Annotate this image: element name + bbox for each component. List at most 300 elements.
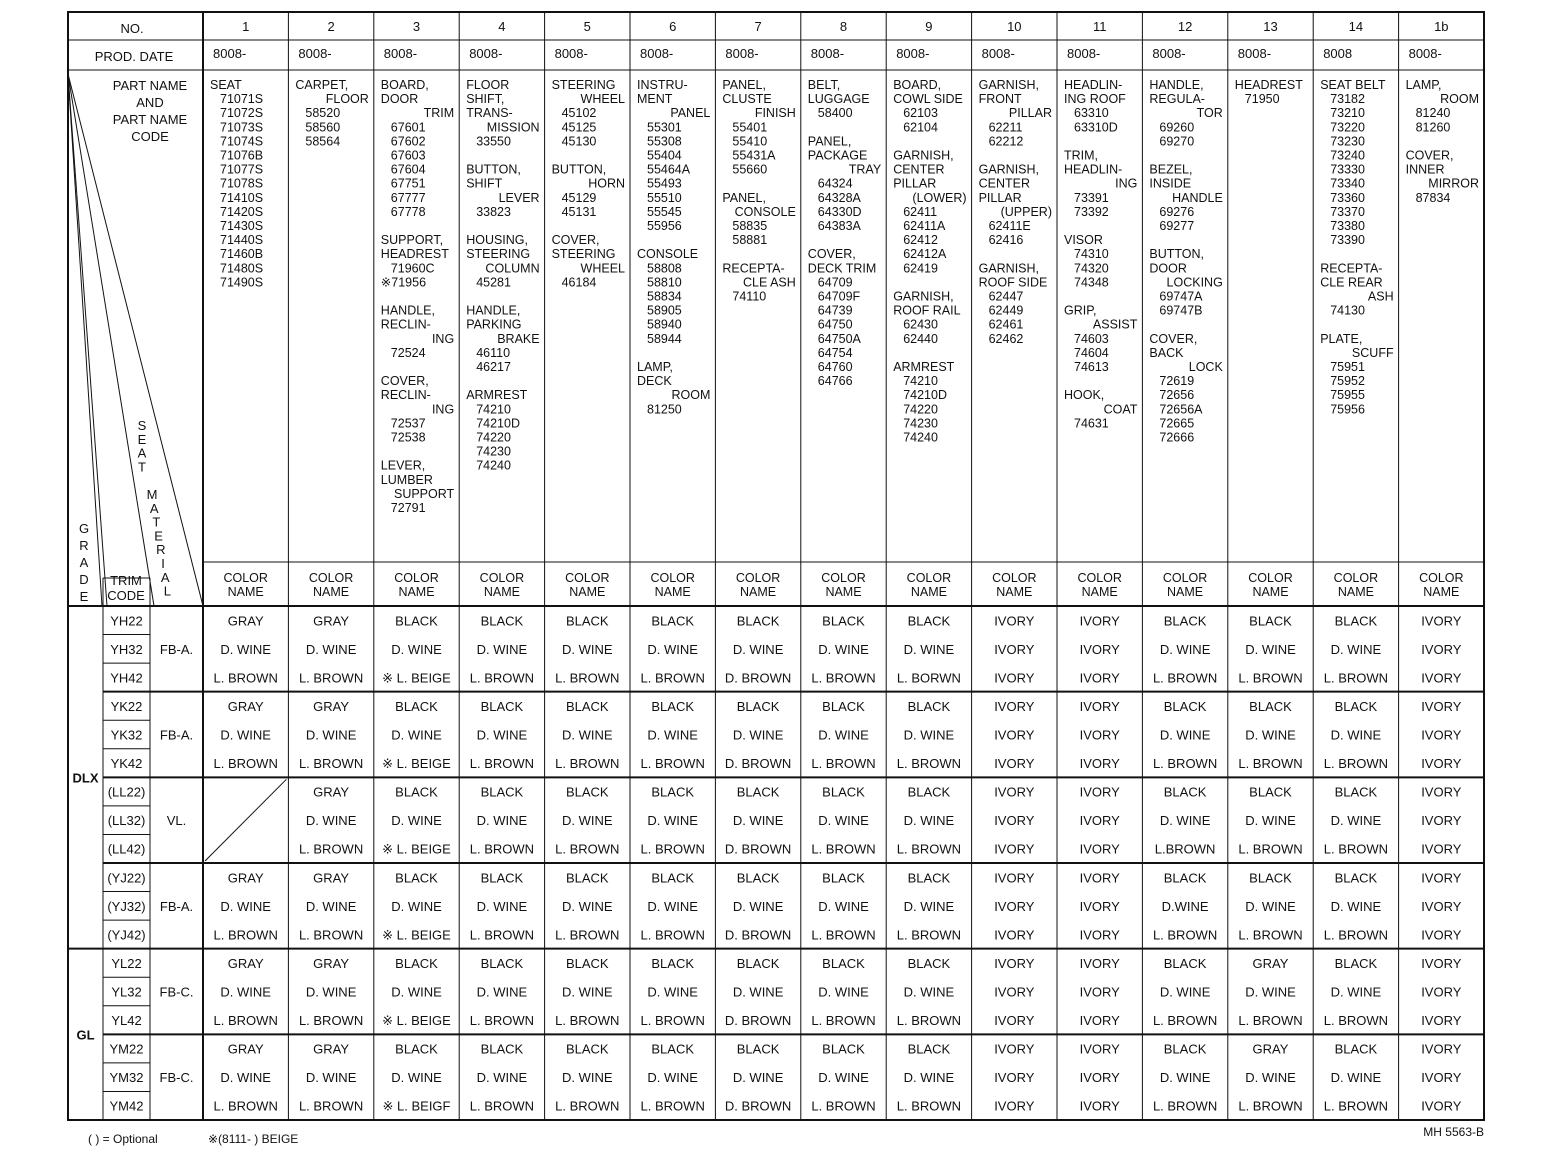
part-name-line: 73210 — [1330, 106, 1365, 121]
color-cell: D. WINE — [1330, 1070, 1382, 1086]
part-name-line: 55545 — [647, 204, 682, 219]
part-name-line: 45281 — [476, 275, 511, 290]
trim-code: YL42 — [111, 1013, 142, 1029]
color-cell: GRAY — [313, 784, 350, 800]
color-cell: L. BROWN — [213, 927, 278, 943]
color-cell: L. BROWN — [1323, 670, 1389, 686]
part-name-line: COLUMN — [485, 261, 540, 276]
part-name-line: LAMP, — [637, 360, 673, 374]
part-name-line: 69260 — [1159, 120, 1195, 135]
color-cell: IVORY — [994, 813, 1035, 829]
part-name-line: TRIM — [423, 106, 455, 121]
color-cell: IVORY — [994, 670, 1035, 686]
part-name-line: 58881 — [732, 233, 768, 248]
color-cell: L. BROWN — [896, 1098, 962, 1114]
trim-code: YK22 — [110, 698, 143, 714]
color-cell: BLACK — [1163, 955, 1207, 971]
part-name-line: 58940 — [647, 317, 682, 332]
color-name-label: NAME — [313, 585, 350, 599]
prod-date: 8008- — [1067, 46, 1101, 61]
part-name-line: 74210D — [903, 388, 947, 403]
prod-date: 8008- — [298, 46, 332, 61]
part-name-line: FRONT — [978, 92, 1022, 107]
trim-code: YH42 — [110, 670, 143, 686]
column-number: 6 — [669, 19, 677, 34]
part-name-line: 64709F — [817, 289, 861, 304]
color-cell: D. WINE — [562, 984, 613, 1000]
part-name-line: 73182 — [1330, 92, 1365, 107]
part-name-line: 74240 — [476, 458, 511, 473]
part-name-line: 71077S — [220, 162, 264, 177]
prod-date: 8008 — [1323, 46, 1353, 61]
part-name-line: ROOF SIDE — [978, 275, 1048, 290]
color-name-label: COLOR — [906, 571, 952, 585]
color-cell: D. WINE — [818, 1070, 869, 1086]
color-cell: D. WINE — [647, 813, 698, 829]
part-name-line: 73360 — [1330, 190, 1365, 205]
part-name-line: ASH — [1367, 289, 1394, 304]
color-cell: IVORY — [994, 613, 1035, 629]
part-name-line: 58944 — [647, 331, 682, 346]
color-cell: L. BROWN — [1323, 927, 1389, 943]
part-name-line: 74210 — [476, 402, 511, 417]
part-name-label: AND — [136, 95, 164, 110]
color-cell: D. WINE — [647, 641, 698, 657]
color-cell: BLACK — [907, 698, 951, 714]
color-cell: L. BROWN — [469, 1098, 535, 1114]
part-name-line: PANEL, — [722, 190, 766, 205]
part-name-line: 73330 — [1330, 162, 1365, 177]
color-cell: L. BROWN — [298, 841, 364, 857]
color-cell: D. WINE — [903, 984, 955, 1000]
part-name-line: 69277 — [1159, 219, 1195, 233]
part-name-line: 74230 — [476, 444, 511, 459]
color-name-label: NAME — [654, 585, 691, 599]
color-cell: BLACK — [1334, 698, 1378, 714]
part-name-line: COVER, — [1405, 148, 1454, 163]
part-name-line: CONSOLE — [734, 204, 796, 219]
color-cell: IVORY — [1421, 784, 1462, 800]
part-name-line: 81260 — [1415, 120, 1451, 135]
color-cell: L. BROWN — [640, 1013, 705, 1029]
color-cell: IVORY — [1079, 1070, 1120, 1086]
color-cell: IVORY — [1421, 613, 1462, 629]
color-cell: D. WINE — [818, 898, 869, 914]
color-cell: L. BROWN — [555, 841, 620, 857]
grade-label: A — [79, 555, 89, 570]
color-cell: IVORY — [1421, 1013, 1462, 1029]
color-cell: BLACK — [822, 698, 865, 714]
part-name-line: 74130 — [1330, 303, 1365, 318]
trim-code: YL22 — [111, 955, 142, 971]
color-cell: D. WINE — [1245, 813, 1296, 829]
color-cell: IVORY — [1421, 870, 1462, 886]
part-name-line: STEERING — [551, 247, 616, 262]
color-cell: IVORY — [994, 1041, 1035, 1057]
part-name-line: 64330D — [817, 204, 862, 219]
color-cell: L. BROWN — [298, 756, 364, 772]
part-name-line: 58834 — [647, 289, 682, 304]
part-name-line: 75951 — [1330, 360, 1365, 374]
seat-material-label: T — [152, 514, 161, 530]
color-cell: L. BROWN — [640, 1098, 705, 1114]
color-cell: D. WINE — [1245, 898, 1296, 914]
color-cell: D. WINE — [903, 1070, 955, 1086]
color-cell: GRAY — [313, 955, 350, 971]
seat-material-label: M — [146, 487, 158, 502]
color-cell: BLACK — [907, 784, 951, 800]
part-name-line: 62103 — [903, 106, 938, 121]
part-name-line: GARNISH, — [978, 78, 1040, 92]
color-cell: D. WINE — [1330, 813, 1382, 829]
color-cell: BLACK — [822, 1041, 865, 1057]
part-name-line: 71072S — [220, 106, 264, 121]
prod-date: 8008- — [213, 46, 247, 61]
color-cell: BLACK — [565, 955, 609, 971]
color-cell: IVORY — [994, 955, 1035, 971]
color-cell: IVORY — [1079, 898, 1120, 914]
part-name-line: 64750 — [817, 317, 853, 332]
part-name-line: HEADLIN- — [1064, 78, 1123, 92]
color-cell: BLACK — [480, 698, 524, 714]
trim-code: YM32 — [109, 1070, 144, 1086]
color-name-label: COLOR — [565, 571, 610, 585]
color-cell: IVORY — [1079, 756, 1120, 772]
part-name-line: DOOR — [1149, 261, 1187, 276]
color-cell: IVORY — [994, 727, 1035, 743]
seat-material-label: I — [161, 556, 165, 571]
color-name-label: COLOR — [1162, 571, 1208, 585]
column-number: 1b — [1434, 19, 1449, 34]
part-name-line: 62440 — [903, 331, 938, 346]
part-name-line: RECEPTA- — [722, 261, 785, 276]
part-name-line: STEERING — [551, 78, 616, 92]
part-name-line: GARNISH, — [978, 261, 1040, 276]
color-cell: L. BROWN — [1323, 1013, 1389, 1029]
part-name-line: 74240 — [903, 430, 938, 445]
part-name-line: 74210D — [476, 416, 520, 431]
part-name-line: MISSION — [486, 120, 540, 135]
color-name-label: NAME — [740, 585, 777, 599]
column-number: 2 — [327, 19, 335, 34]
color-cell: D. WINE — [647, 1070, 698, 1086]
part-name-line: WHEEL — [580, 261, 625, 276]
part-name-line: BRAKE — [497, 331, 540, 346]
part-name-line: 71460B — [220, 247, 264, 262]
color-cell: BLACK — [651, 1041, 695, 1057]
part-name-line: 62411 — [903, 204, 938, 219]
color-cell: IVORY — [1079, 670, 1120, 686]
color-cell: BLACK — [480, 1041, 524, 1057]
part-name-line: 62412 — [903, 233, 938, 248]
trim-code: YL32 — [111, 984, 142, 1000]
color-cell: L. BROWN — [1238, 756, 1303, 772]
part-name-line: HANDLE, — [380, 303, 435, 318]
part-name-line: ING — [431, 402, 455, 417]
part-name-line: 81250 — [647, 402, 682, 417]
part-name-line: 72665 — [1159, 416, 1195, 431]
trim-code: YM22 — [109, 1041, 144, 1057]
color-cell: IVORY — [994, 641, 1035, 657]
color-cell: BLACK — [565, 698, 609, 714]
color-cell: D. WINE — [818, 984, 869, 1000]
part-name-line: 74310 — [1074, 247, 1109, 262]
part-name-line: 75952 — [1330, 374, 1365, 389]
part-name-line: 71073S — [220, 120, 264, 135]
part-name-line: 58905 — [647, 303, 682, 318]
prod-date: 8008- — [1152, 46, 1186, 61]
column-number: 9 — [925, 19, 933, 34]
part-name-line: TOR — [1196, 106, 1223, 121]
color-cell: L. BROWN — [640, 927, 705, 943]
color-cell: IVORY — [1079, 698, 1120, 714]
color-cell: BLACK — [1334, 784, 1378, 800]
part-name-line: CLE REAR — [1320, 275, 1383, 290]
color-cell: ※ L. BEIGE — [382, 756, 451, 772]
part-name-line: 69276 — [1159, 204, 1195, 219]
color-cell: BLACK — [736, 1041, 780, 1057]
color-cell: D. WINE — [732, 984, 784, 1000]
part-name-line: PARKING — [466, 317, 522, 332]
part-name-line: INSIDE — [1149, 176, 1192, 191]
color-cell: D. WINE — [1245, 1070, 1296, 1086]
seat-material-label: L — [163, 583, 172, 599]
part-name-line: 73390 — [1330, 233, 1365, 248]
color-cell: D. WINE — [903, 641, 955, 657]
color-cell: L. BROWN — [1323, 1098, 1389, 1114]
part-name-line: TRAY — [848, 162, 882, 177]
part-name-line: BOARD, — [380, 78, 429, 92]
part-name-line: 55660 — [732, 162, 768, 177]
part-name-line: SEAT — [210, 78, 242, 92]
color-cell: D. WINE — [903, 727, 955, 743]
part-name-line: 72537 — [390, 416, 426, 431]
color-cell: D. WINE — [562, 1070, 613, 1086]
color-cell: D. WINE — [305, 1070, 357, 1086]
color-cell: IVORY — [1421, 698, 1462, 714]
color-cell: IVORY — [994, 1098, 1035, 1114]
trim-code: YK32 — [110, 727, 143, 743]
color-name-label: NAME — [1337, 585, 1374, 599]
color-cell: L. BROWN — [811, 1098, 876, 1114]
part-name-line: RECEPTA- — [1320, 261, 1383, 276]
color-name-label: COLOR — [650, 571, 695, 585]
part-name-line: ASSIST — [1092, 317, 1138, 332]
part-name-line: BACK — [1149, 345, 1184, 360]
part-name-line: HEADREST — [380, 247, 449, 262]
part-name-label: PART NAME — [112, 112, 188, 127]
part-name-line: DECK TRIM — [807, 261, 877, 276]
color-cell: IVORY — [1079, 1041, 1120, 1057]
color-name-label: COLOR — [308, 571, 354, 585]
color-cell: BLACK — [736, 955, 780, 971]
color-cell: IVORY — [994, 698, 1035, 714]
color-cell: GRAY — [313, 870, 350, 886]
color-cell: D. WINE — [903, 813, 955, 829]
color-name-label: COLOR — [394, 571, 439, 585]
color-cell: IVORY — [1079, 955, 1120, 971]
part-name-line: 62416 — [988, 233, 1024, 248]
part-name-line: 67603 — [390, 148, 426, 163]
color-cell: D. WINE — [305, 727, 357, 743]
part-name-line: PILLAR — [978, 190, 1022, 205]
color-cell: BLACK — [1249, 870, 1292, 886]
part-name-line: RECLIN- — [380, 388, 431, 403]
color-cell: D. WINE — [476, 984, 528, 1000]
part-name-line: COVER, — [380, 374, 429, 389]
color-cell: BLACK — [1334, 1041, 1378, 1057]
color-cell: D. WINE — [818, 641, 869, 657]
color-cell: BLACK — [736, 870, 780, 886]
part-name-line: 55308 — [647, 134, 682, 149]
color-cell: BLACK — [480, 784, 524, 800]
document-reference: MH 5563-B — [1423, 1125, 1484, 1139]
color-cell: IVORY — [994, 841, 1035, 857]
color-cell: GRAY — [313, 613, 350, 629]
color-cell: ※ L. BEIGE — [382, 927, 451, 943]
color-cell: BLACK — [736, 613, 780, 629]
color-cell: IVORY — [1421, 727, 1462, 743]
color-cell: BLACK — [907, 870, 951, 886]
color-cell: L. BROWN — [555, 1013, 620, 1029]
color-name-label: NAME — [227, 585, 264, 599]
part-name-line: 73230 — [1330, 134, 1365, 149]
color-cell: IVORY — [1421, 641, 1462, 657]
color-cell: BLACK — [1249, 698, 1292, 714]
part-name-line: PANEL, — [722, 78, 766, 92]
prod-date: 8008- — [981, 46, 1015, 61]
part-name-line: 64750A — [817, 331, 861, 346]
part-name-line: 72656 — [1159, 388, 1195, 403]
part-name-line: INNER — [1405, 162, 1445, 177]
color-cell: D. WINE — [391, 1070, 442, 1086]
part-name-line: 74604 — [1074, 345, 1109, 360]
part-name-line: 67751 — [390, 176, 426, 191]
prod-date: 8008- — [469, 46, 503, 61]
part-name-line: 71440S — [220, 233, 264, 248]
part-name-line: 55431A — [732, 148, 776, 163]
column-number: 12 — [1177, 19, 1193, 34]
color-cell: L. BROWN — [811, 1013, 876, 1029]
part-name-line: 73220 — [1330, 120, 1365, 135]
seat-material: FB-C. — [159, 1070, 194, 1086]
part-name-line: 71074S — [220, 134, 264, 149]
part-name-line: REGULA- — [1149, 92, 1205, 107]
color-cell: IVORY — [1079, 1013, 1120, 1029]
part-name-line: 64754 — [817, 345, 853, 360]
column-number: 8 — [839, 19, 848, 34]
color-cell: L. BROWN — [469, 756, 535, 772]
color-cell: BLACK — [395, 955, 438, 971]
part-name-line: ARMREST — [466, 388, 528, 403]
color-cell: GRAY — [227, 870, 264, 886]
color-cell: GRAY — [227, 698, 264, 714]
seat-material-label: R — [156, 542, 166, 558]
color-cell: D. WINE — [562, 641, 613, 657]
color-cell: IVORY — [1421, 1070, 1462, 1086]
part-name-line: 71410S — [220, 190, 264, 205]
part-name-line: STEERING — [466, 247, 531, 262]
part-name-line: 67602 — [390, 134, 426, 149]
color-cell: D. WINE — [1245, 727, 1296, 743]
color-cell: BLACK — [480, 955, 524, 971]
trim-code-label: TRIM — [110, 573, 142, 588]
table-frame — [68, 12, 1484, 1120]
part-name-line: 64383A — [817, 219, 861, 233]
part-name-line: ARMREST — [893, 360, 955, 374]
color-cell: BLACK — [651, 698, 695, 714]
column-number: 11 — [1092, 19, 1107, 34]
column-number: 10 — [1007, 19, 1022, 34]
part-name-line: BUTTON, — [466, 162, 521, 177]
part-name-line: 71960C — [390, 261, 435, 276]
color-cell: IVORY — [1079, 927, 1120, 943]
part-name-line: 62212 — [988, 134, 1024, 149]
part-name-line: ROOF RAIL — [893, 303, 961, 318]
part-name-line: BUTTON, — [1149, 247, 1205, 262]
color-cell: BLACK — [1334, 870, 1378, 886]
color-cell: IVORY — [1079, 784, 1120, 800]
part-name-line: SCUFF — [1351, 345, 1394, 360]
color-cell: D. WINE — [391, 727, 442, 743]
part-name-line: TRANS- — [466, 106, 513, 121]
color-cell: D. BROWN — [724, 927, 792, 943]
part-name-line: 46217 — [476, 360, 511, 374]
color-cell: D. WINE — [818, 813, 869, 829]
part-name-line: INSTRU- — [637, 78, 688, 92]
part-name-line: COVER, — [1149, 331, 1198, 346]
column-number: 4 — [498, 19, 506, 34]
part-name-line: 67778 — [390, 204, 426, 219]
color-cell: L. BROWN — [1152, 670, 1218, 686]
part-name-line: 55464A — [647, 162, 691, 177]
part-name-line: 62461 — [988, 317, 1024, 332]
part-name-line: 63310D — [1074, 120, 1118, 135]
color-cell: L. BROWN — [1238, 670, 1303, 686]
part-name-line: 69747A — [1159, 289, 1203, 304]
color-cell: D. WINE — [391, 984, 442, 1000]
part-name-line: 58808 — [647, 261, 682, 276]
prod-date: 8008- — [640, 46, 674, 61]
part-name-line: 72538 — [390, 430, 426, 445]
color-cell: IVORY — [1079, 641, 1120, 657]
part-name-line: LAMP, — [1405, 78, 1442, 92]
color-cell: BLACK — [822, 613, 865, 629]
color-cell: ※ L. BEIGF — [382, 1098, 451, 1114]
color-cell: BLACK — [822, 784, 865, 800]
color-name-label: COLOR — [821, 571, 866, 585]
color-cell: IVORY — [994, 756, 1035, 772]
seat-material: VL. — [166, 813, 187, 829]
part-name-label: PART NAME — [112, 78, 188, 93]
color-name-label: COLOR — [479, 571, 525, 585]
color-cell: IVORY — [994, 870, 1035, 886]
color-cell: L. BROWN — [469, 927, 535, 943]
part-name-line: 72524 — [390, 345, 426, 360]
part-name-line: 46110 — [476, 345, 511, 360]
color-cell: GRAY — [227, 613, 264, 629]
part-name-line: 62211 — [988, 120, 1023, 135]
part-name-line: 75956 — [1330, 402, 1365, 417]
part-name-line: COVER, — [551, 233, 600, 248]
color-cell: D. WINE — [1245, 641, 1296, 657]
part-name-line: 72656A — [1159, 402, 1203, 417]
part-name-line: 69270 — [1159, 134, 1195, 149]
part-name-line: 62430 — [903, 317, 938, 332]
part-name-line: HEADLIN- — [1064, 162, 1123, 177]
color-cell: BLACK — [565, 784, 609, 800]
part-name-line: 75955 — [1330, 388, 1365, 403]
